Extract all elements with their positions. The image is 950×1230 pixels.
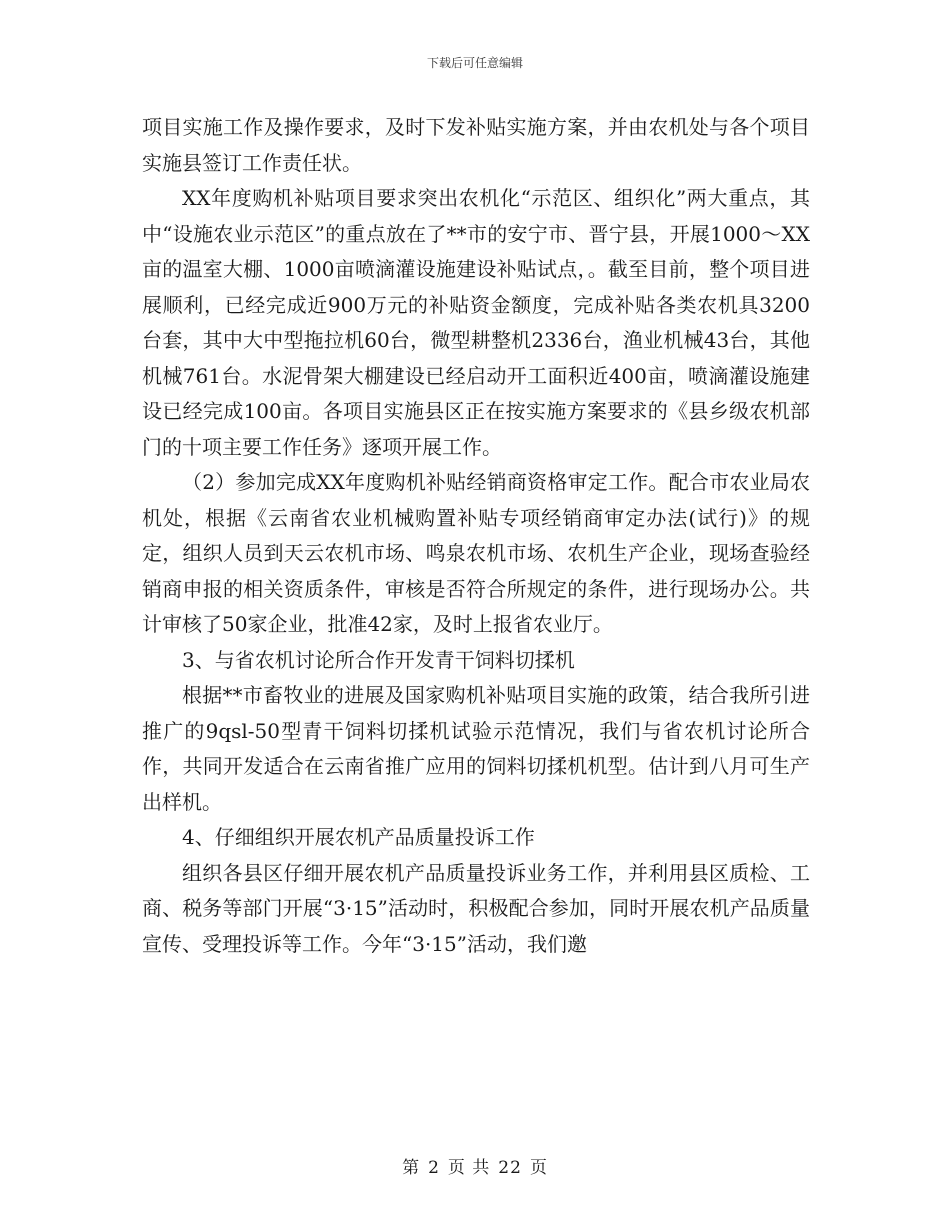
- footer-prefix: 第: [402, 1158, 421, 1178]
- page-header: 下载后可任意编辑: [426, 56, 523, 70]
- section-heading-3: 3、与省农机讨论所合作开发青干饲料切揉机: [182, 647, 575, 672]
- paragraph-continuation: 项目实施工作及操作要求，及时下发补贴实施方案，并由农机处与各个项目实施县签订工作责任状。: [142, 115, 810, 175]
- page-number-current: 2: [428, 1158, 440, 1178]
- page-footer: [0, 1153, 950, 1178]
- footer-middle: 页 共: [447, 1158, 491, 1178]
- footer-suffix: 页: [529, 1158, 548, 1178]
- document-body: [142, 110, 810, 962]
- paragraph-feed-machine: 根据**市畜牧业的进展及国家购机补贴项目实施的政策，结合我所引进推广的9qsl-50型青干饲料切揉机试验示范情况，我们与省农机讨论所合作，共同开发适合在云南省推广应用的饲料切揉机机型。估计到八月可生产出样机。: [142, 683, 810, 814]
- paragraph-dealer-review: （2）参加完成XX年度购机补贴经销商资格审定工作。配合市农业局农机处，根据《云南省农业机械购置补贴专项经销商审定办法(试行)》的规定，组织人员到天云农机市场、鸣泉农机市场、农机生产企业，现场查验经销商申报的相关资质条件，审核是否符合所规定的条件，进行现场办公。共计审核了50家企业，批准42家，及时上报省农业厅。: [142, 470, 810, 636]
- section-heading-4: 4、仔细组织开展农机产品质量投诉工作: [182, 825, 535, 849]
- paragraph-quality-complaints: 组织各县区仔细开展农机产品质量投诉业务工作，并利用县区质检、工商、税务等部门开展“3·15”活动时，积极配合参加，同时开展农机产品质量宣传、受理投诉等工作。今年“3·15”活动，我们邀: [142, 860, 810, 956]
- page-number-total: 22: [498, 1158, 522, 1178]
- paragraph-subsidy-project: XX年度购机补贴项目要求突出农机化“示范区、组织化”两大重点，其中“设施农业示范区”的重点放在了**市的安宁市、晋宁县，开展1000～XX亩的温室大棚、1000亩喷滴灌设施建设补贴试点，。截至目前，整个项目进展顺利，已经完成近900万元的补贴资金额度，完成补贴各类农机具3200台套，其中大中型拖拉机60台，微型耕整机2336台，渔业机械43台，其他机械761台。水泥骨架大棚建设已经启动开工面积近400亩，喷滴灌设施建设已经完成100亩。各项目实施县区正在按实施方案要求的《县乡级农机部门的十项主要工作任务》逐项开展工作。: [142, 186, 810, 459]
